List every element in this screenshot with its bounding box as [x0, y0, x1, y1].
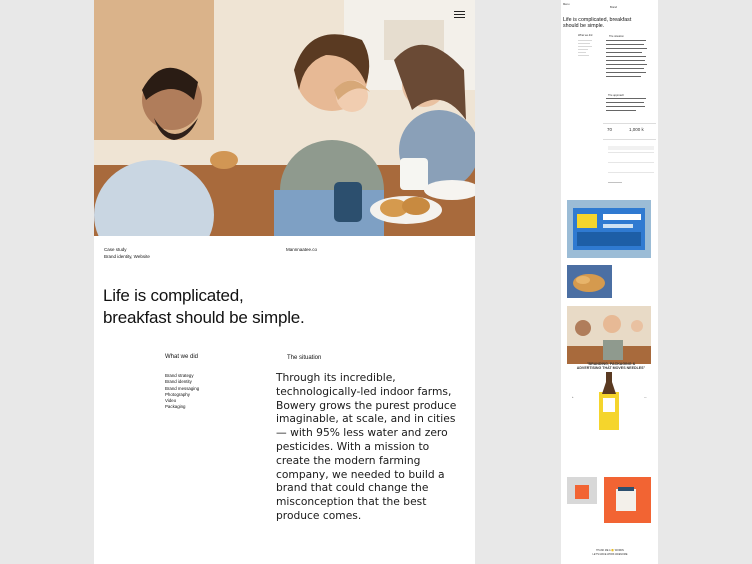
hero-photo-illustration: [94, 0, 475, 236]
thumb-mug-image: [567, 477, 597, 504]
full-page-thumbnail[interactable]: [561, 0, 658, 564]
thumb-prev-icon[interactable]: +: [572, 396, 574, 399]
thumb-top-label: Menu: [563, 3, 570, 6]
page-headline: [103, 285, 305, 329]
service-item: Packaging: [165, 404, 186, 410]
what-we-did-title: What we did: [165, 354, 199, 360]
thumb-stat-1: 70: [607, 127, 613, 132]
thumb-stat-2: 1,000 k: [629, 127, 644, 132]
thumb-orange-image: [604, 477, 651, 523]
project-tags: Brand identity, Website: [104, 253, 150, 259]
thumb-next-icon[interactable]: —: [644, 396, 647, 399]
service-item: Video: [165, 398, 177, 404]
service-item: Brand strategy: [165, 373, 194, 378]
thumb-footer-line-2[interactable]: LET'S MAKE WORK AWESOME: [592, 553, 628, 556]
headline-line-2: breakfast should be simple.: [103, 308, 305, 327]
client-name: Mannnaatee.co: [286, 247, 318, 252]
thumb-approach: The approach: [608, 94, 625, 97]
hero-image: [94, 0, 475, 236]
thumb-footer-line-1: THANK ME A 🙂 WORDS: [596, 549, 624, 552]
thumb-bottle-image: [599, 372, 619, 430]
thumb-text-block: [561, 38, 658, 198]
situation-body: Through its incredible, technologically-led indoor farms, Bowery grows the purest produce imaginable, at scale, and in cities — with 95% less water and zero pesticides. With a mission to create the modern farming company, we needed to build a brand that could change the misconception that the best produce comes.: [276, 371, 457, 522]
thumb-poster-text: "BRANDING, PACKAGING & ADVERTISING THAT MOVES NEEDLES": [576, 362, 646, 371]
thumb-family-image: [567, 306, 651, 364]
thumb-pastry-image: [567, 265, 612, 298]
thumb-what-we-did: What we did: [578, 34, 593, 37]
case-study-label: Case study: [104, 247, 127, 252]
services-list: [165, 373, 199, 411]
thumb-product-box-image: [567, 200, 651, 258]
thumb-top-label-2: Brand: [610, 6, 617, 9]
thumb-headline: Life is complicated, breakfast should be simple.: [563, 17, 632, 30]
headline-line-1: Life is complicated,: [103, 286, 244, 305]
situation-title: The situation: [287, 355, 322, 361]
service-item: Photography: [165, 391, 190, 397]
project-meta: [104, 247, 150, 260]
thumb-situation: The situation: [609, 35, 624, 38]
case-study-page: [94, 0, 475, 564]
service-item: Brand identity: [165, 379, 192, 385]
service-item: Brand messaging: [165, 385, 200, 391]
hamburger-menu-icon[interactable]: [454, 11, 465, 18]
